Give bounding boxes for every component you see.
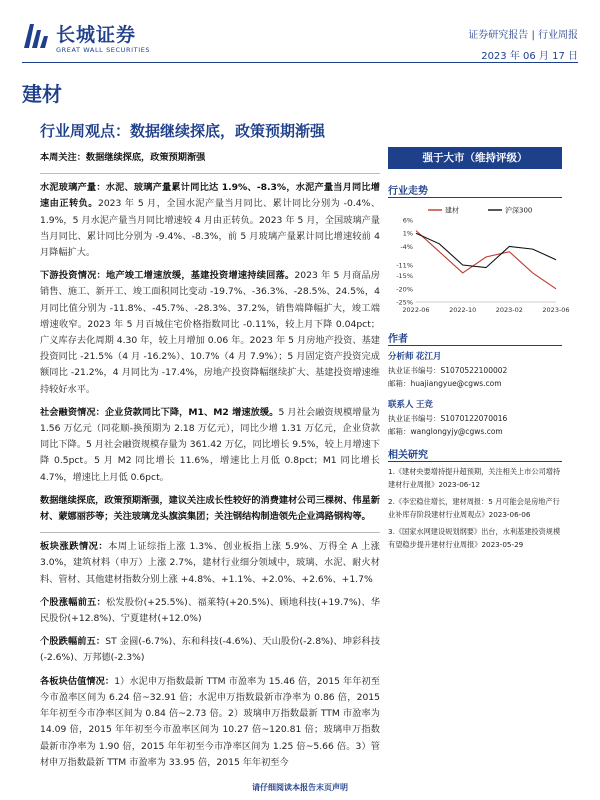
- y-tick-label: -25%: [396, 298, 413, 307]
- section-divider: [388, 197, 562, 198]
- x-tick-label: 2022-10: [449, 306, 477, 314]
- y-tick-label: -20%: [396, 285, 413, 294]
- paragraph-lead: 各板块估值情况：: [40, 675, 115, 687]
- section-divider: [388, 461, 562, 462]
- x-tick-label: 2023-06: [542, 306, 570, 314]
- paragraph-top-losers: [40, 634, 380, 666]
- y-tick-label: -15%: [396, 272, 413, 281]
- report-type: 证券研究报告 | 行业周报: [468, 30, 578, 41]
- analyst-cert: 执业证书编号：S1070522100002: [388, 366, 508, 375]
- series-line-1: [416, 233, 556, 267]
- paragraph-lead: 社会融资情况：企业贷款同比下降，M1、M2 增速放缓。: [40, 406, 279, 418]
- paragraph-body: 5 月社会融资规模增量为 1.56 万亿元（同花顺-换预期为 2.18 万亿元），同比少增 1.31 万亿元，企业贷款同比下降。5 月社会融资规模存量为 361.42 万亿，同比增长 9.5%，较上月增速下降 0.5pct。5 月 M2 同比增长 11.6%，增速比上月低 0.8pct；M1 同比增长 4.7%，增速比上月低 0.6pct。: [40, 406, 380, 483]
- related-research-item[interactable]: 1.《建材央要增持提升超预期，关注相关上市公司增持建材行业周报》2023-06-12: [388, 467, 561, 489]
- paragraph-valuation: [40, 674, 380, 771]
- logo-name-cn: 长城证券: [56, 24, 137, 46]
- paragraph-lead: 本周关注：数据继续探底，政策预期渐强: [40, 152, 206, 163]
- industry-trend-chart: [388, 202, 570, 320]
- trend-section-title: 行业走势: [388, 186, 428, 197]
- paragraph-body: 2023 年 5 月商品房销售、施工、新开工、竣工面积同比变动 -19.7%、-36.3%、-28.5%、24.5%，4 月同比值分别为 -11.8%、-45.7%、-28.3%、37.2%，销售端降幅扩大，竣工端增速收窄。2023 年 5 月百城住宅价格指数同比 -0.11%，较上月下降 0.04pct；广义库存去化周期 4.30 年，较上月增加 0.06 年。2023 年 5 月房地产投资、基建投资同比 -21.5%（4 月 -16.2%）、10.7%（4 月 7.9%）；5 月固定资产投资完成额同比 -21.2%，4 月同比为 -17.4%，房地产投资降幅继续扩大、基建投资增速维持较好水平。: [40, 270, 380, 395]
- analyst-role: 分析师: [388, 352, 414, 362]
- divider: [40, 532, 380, 533]
- paragraph-lead: 个股跌幅前五：: [40, 636, 106, 648]
- paragraph-recommendation: [40, 493, 380, 525]
- contact-name: 王竞: [415, 400, 433, 410]
- paragraph-lead: 水泥玻璃产量：水泥、玻璃产量累计同比达 1.9%、-8.3%，水泥产量当月同比增速由正转负。: [40, 182, 380, 210]
- company-logo: [22, 18, 162, 58]
- logo-name-en: GREAT WALL SECURITIES: [56, 46, 151, 54]
- great-wall-logo-icon: [22, 20, 50, 50]
- y-tick-label: -11%: [396, 261, 413, 270]
- footer-disclaimer: 请仔细阅读本报告末页声明: [252, 783, 348, 792]
- related-research-item[interactable]: 3.《国家水网建设规划纲要》出台，水利基建投资规模有望稳步提升建材行业周报》2023-05-29: [388, 527, 561, 549]
- section-divider: [388, 345, 562, 346]
- author-section-title: 作者: [388, 334, 408, 345]
- paragraph-top-gainers: [40, 595, 380, 627]
- analyst-entry: [388, 350, 562, 390]
- report-meta: [468, 26, 578, 62]
- main-text-column: [40, 150, 380, 778]
- paragraph-downstream: [40, 268, 380, 398]
- paragraph-body: 本周上证综指上涨 1.3%、创业板指上涨 5.9%、万得全 A 上涨 3.0%，建筑材料（申万）上涨 2.7%，建材行业细分领域中，玻璃、水泥、耐火材料、管材、其他建材指数分别上涨 +4.8%、+1.1%、+2.0%、+2.6%、+1.7%: [40, 541, 380, 585]
- report-date: 2023 年 06 月 17 日: [481, 51, 578, 62]
- y-tick-label: 6%: [402, 216, 413, 225]
- paragraph-body: 1）水泥申万指数最新 TTM 市盈率为 15.46 倍，2015 年年初至今市盈率区间为 6.24 倍~32.91 倍；水泥申万指数最新市净率为 0.86 倍，2015 年年初至今市净率区间为 0.84 倍~2.73 倍。2）玻璃申万指数最新 TTM 市盈率为 14.09 倍，2015 年年初至今市盈率区间为 10.27 倍~120.81 倍；玻璃申万指数最新市净率为 1.90 倍，2015 年年初至今市净率区间为 1.25 倍~5.66 倍。3）管材申万指数最新 TTM 市盈率为 33.95 倍，2015 年年初至今: [40, 675, 380, 768]
- divider: [40, 173, 380, 174]
- report-headline: 行业周观点：数据继续探底，政策预期渐强: [40, 122, 326, 140]
- paragraph-lead: 下游投资情况：地产竣工增速放缓，基建投资增速持续回落。: [40, 270, 295, 282]
- contact-email[interactable]: 邮箱：wanglongyjy@cgws.com: [388, 427, 503, 436]
- header-divider: [22, 62, 578, 63]
- y-tick-label: 1%: [402, 229, 413, 238]
- paragraph-lead: 个股涨幅前五：: [40, 596, 106, 608]
- paragraph-body: 松发股份(+25.5%)、福莱特(+20.5%)、顾地科技(+19.7%)、华民股份(+12.8%)、宁夏建材(+12.0%): [40, 596, 380, 625]
- series-line-0: [416, 231, 556, 289]
- contact-cert: 执业证书编号：S1070122070016: [388, 414, 508, 423]
- author-list: [388, 350, 562, 438]
- x-tick-label: 2022-06: [402, 306, 430, 314]
- related-research-item[interactable]: 2.《李宏稳住增长，建材周报：5 月可能会是房地产行业补库存阶段建材行业周观点》2023-06-06: [388, 497, 560, 519]
- analyst-email[interactable]: 邮箱：huajiangyue@cgws.com: [388, 379, 502, 388]
- x-tick-label: 2023-02: [495, 306, 523, 314]
- paragraph-body: 2023 年 5 月，全国水泥产量当月同比、累计同比分别为 -0.4%、1.9%，5 月水泥产量当月同比增速较 4 月由正转负。2023 年 5 月，全国玻璃产量当月同比、累计同比分别为 -9.4%、-8.3%，前 5 月玻璃产量累计同比增速较前 4 月降幅扩大。: [40, 198, 381, 259]
- paragraph-lead: 板块涨跌情况：: [40, 541, 109, 553]
- rating-badge: 强于大市（维持评级）: [388, 147, 562, 169]
- legend-label: 沪深300: [505, 206, 533, 215]
- paragraph-financing: [40, 405, 380, 486]
- paragraph-focus: [40, 150, 380, 166]
- analyst-name: 花江月: [415, 352, 442, 362]
- y-tick-label: -4%: [400, 242, 413, 251]
- legend-label: 建材: [445, 206, 459, 215]
- paragraph-lead: 数据继续探底，政策预期渐强，建议关注成长性较好的消费建材公司三棵树、伟星新材、蒙娜丽莎等；关注玻璃龙头旗滨集团；关注钢结构制造领先企业鸿路钢构等。: [40, 494, 380, 523]
- related-research-list: [388, 466, 562, 556]
- contact-role: 联系人: [388, 400, 414, 410]
- paragraph-body: ST 金圆(-6.7%)、东和科技(-4.6%)、天山股份(-2.8%)、坤彩科技(-2.6%)、万邦德(-2.3%): [40, 636, 381, 664]
- industry-title: 建材: [22, 82, 62, 106]
- related-research-title: 相关研究: [388, 450, 428, 461]
- contact-entry: [388, 398, 562, 438]
- paragraph-sector-moves: [40, 539, 380, 588]
- paragraph-cement-glass: [40, 180, 380, 261]
